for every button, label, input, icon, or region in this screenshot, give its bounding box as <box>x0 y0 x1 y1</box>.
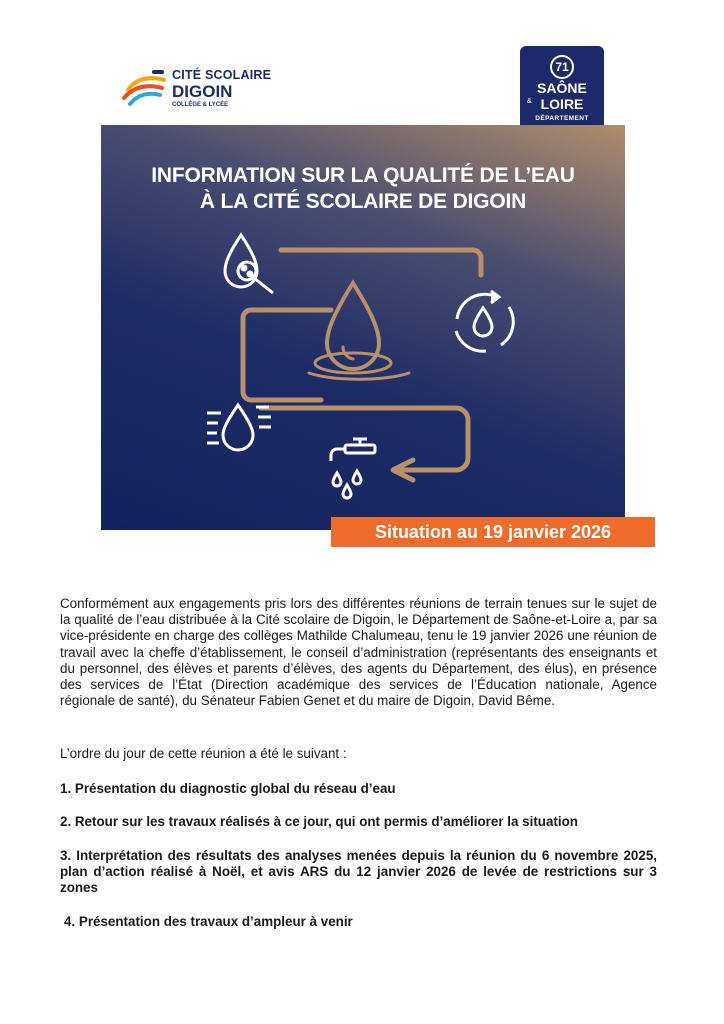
water-drop-ripple-icon <box>309 283 409 379</box>
school-name-line2: DIGOIN <box>172 82 233 101</box>
intro-paragraph: Conformément aux engagements pris lors des différentes réunions de terrain tenues sur le sujet de la qualité de l’eau distribuée à la Cité scolaire de Digoin, le Département de Saône-et-Loire a, par sa vice-présidente en charge des collèges Mathilde Chalumeau, tenu le 19 janvier 2026 une réunion de travail avec la cheffe d’établissement, le conseil d’administration (représentants des enseignants et du personnel, des élèves et parents d’élèves, des agents du Département, des élus), en présence des services de l’État (Direction académique des services de l’Éducation nationale, Agence régionale de santé), du Sénateur Fabien Genet et du maire de Digoin, David Bême. <box>60 596 657 709</box>
situation-date-label: Situation au 19 janvier 2026 <box>331 517 655 547</box>
agenda-item-2: 2. Retour sur les travaux réalisés à ce jour, qui ont permis d’améliorer la situation <box>60 814 578 829</box>
banner <box>101 125 625 530</box>
agenda-intro: L’ordre du jour de cette réunion a été le suivant : <box>60 746 347 761</box>
cite-scolaire-logo <box>122 66 272 114</box>
department-name-line1: SAÔNE <box>537 80 587 96</box>
department-ampersand: & <box>527 98 532 105</box>
school-name-line1: CITÉ SCOLAIRE <box>172 68 272 82</box>
recycle-drop-icon <box>456 291 513 351</box>
department-number: 71 <box>550 55 574 79</box>
water-cycle-illustration <box>101 125 625 530</box>
banner-title-line1: INFORMATION SUR LA QUALITÉ DE L’EAU <box>151 164 575 187</box>
banner-title-line2: À LA CITÉ SCOLAIRE DE DIGOIN <box>199 190 527 213</box>
cite-scolaire-emblem-icon <box>122 68 168 108</box>
water-analysis-icon <box>225 235 273 293</box>
department-name-line2: LOIRE <box>540 96 584 112</box>
fast-water-drop-icon <box>207 405 271 450</box>
agenda-item-3: 3. Interprétation des résultats des analyses menées depuis la réunion du 6 novembre 2025, plan d’action réalisé à Noël, et avis ARS du 12 janvier 2026 de levée de restrictions sur 3 zones <box>60 848 657 896</box>
department-name-line3: DÉPARTEMENT <box>535 115 589 122</box>
agenda-item-4: 4. Présentation des travaux d’ampleur à venir <box>64 914 353 929</box>
school-name-line3: COLLÈGE & LYCÉE <box>172 102 229 108</box>
faucet-icon <box>331 439 375 498</box>
saone-et-loire-logo <box>520 46 604 132</box>
agenda-item-1: 1. Présentation du diagnostic global du réseau d’eau <box>60 781 396 796</box>
